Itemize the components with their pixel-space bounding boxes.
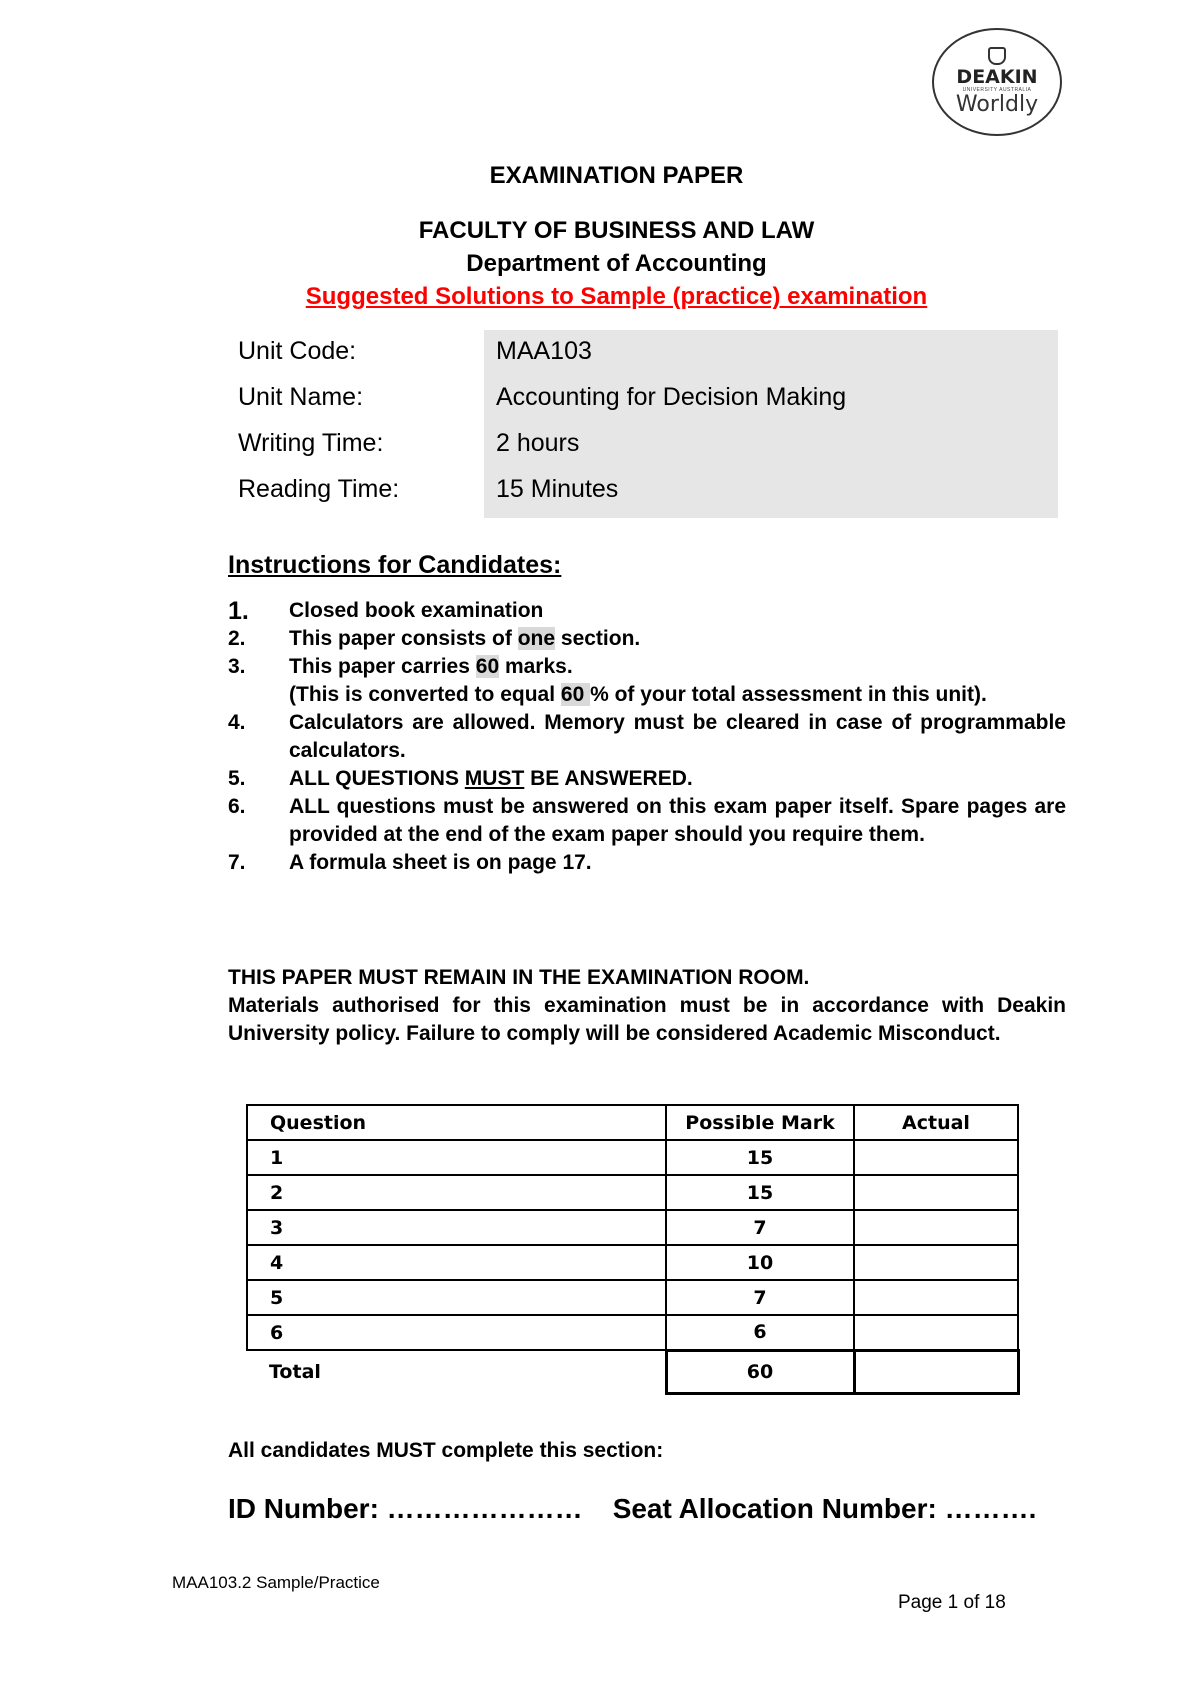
list-item — [228, 709, 1066, 765]
logo-subtext: UNIVERSITY AUSTRALIA — [962, 87, 1032, 93]
reading-time-label: Reading Time: — [238, 475, 400, 503]
possible-mark-cell: 7 — [666, 1210, 854, 1245]
unit-code-label: Unit Code: — [238, 337, 357, 365]
list-item — [228, 597, 1066, 625]
notice-line-1: THIS PAPER MUST REMAIN IN THE EXAMINATION ROOM. — [228, 966, 810, 989]
possible-mark-cell: 10 — [666, 1245, 854, 1280]
table-row — [247, 1140, 1018, 1175]
list-item — [228, 625, 1066, 653]
highlighted-value: 60 — [475, 655, 500, 678]
logo-tagline: Worldly — [955, 92, 1039, 117]
column-header: Question — [247, 1105, 666, 1140]
marks-table — [246, 1104, 1020, 1395]
question-cell: 6 — [247, 1315, 666, 1350]
instructions-list — [228, 597, 1066, 877]
actual-mark-cell[interactable] — [854, 1280, 1018, 1315]
table-row — [247, 1175, 1018, 1210]
logo-name: DEAKIN — [956, 66, 1038, 88]
faculty-name: FACULTY OF BUSINESS AND LAW — [418, 217, 815, 244]
item-text: A formula sheet is on page 17. — [289, 851, 592, 874]
actual-mark-cell[interactable] — [854, 1140, 1018, 1175]
exam-room-notice — [228, 964, 1066, 1048]
actual-mark-cell[interactable] — [854, 1315, 1018, 1350]
column-header: Actual — [854, 1105, 1018, 1140]
highlighted-value: one — [517, 627, 556, 650]
question-cell: 1 — [247, 1140, 666, 1175]
page-title: EXAMINATION PAPER — [489, 162, 744, 189]
item-text: ALL QUESTIONS MUST BE ANSWERED. — [289, 767, 693, 790]
unit-code-row — [238, 337, 592, 366]
crest-icon — [988, 47, 1006, 65]
item-text: Closed book examination — [289, 599, 544, 622]
unit-name-value: Accounting for Decision Making — [496, 383, 847, 411]
deakin-logo — [932, 28, 1062, 136]
exam-subtitle: Suggested Solutions to Sample (practice) examination — [305, 283, 928, 310]
item-text: ALL questions must be answered on this exam paper itself. Spare pages are provided at the end of the exam paper should you require them. — [289, 795, 1066, 846]
table-row — [247, 1245, 1018, 1280]
total-actual-mark[interactable] — [854, 1350, 1018, 1393]
table-header-row — [247, 1105, 1018, 1140]
list-item — [228, 849, 1066, 877]
question-cell: 5 — [247, 1280, 666, 1315]
candidate-instruction: All candidates MUST complete this section: — [228, 1439, 664, 1462]
item-text: This paper carries 60 marks. (This is converted to equal 60 % of your total assessment in this unit). — [289, 655, 987, 706]
writing-time-row — [238, 429, 579, 458]
writing-time-value: 2 hours — [496, 429, 580, 457]
reading-time-value: 15 Minutes — [496, 475, 619, 503]
actual-mark-cell[interactable] — [854, 1175, 1018, 1210]
table-row — [247, 1280, 1018, 1315]
item-number: 4. — [228, 711, 246, 734]
page-number: Page 1 of 18 — [898, 1592, 1006, 1613]
item-number: 1. — [228, 597, 249, 625]
list-item — [228, 765, 1066, 793]
notice-line-2: Materials authorised for this examination must be in accordance with Deakin University policy. Failure to comply will be considered Academic Misconduct. — [228, 994, 1066, 1045]
list-item — [228, 793, 1066, 849]
total-row — [247, 1350, 1018, 1393]
item-number: 2. — [228, 627, 246, 650]
column-header: Possible Mark — [666, 1105, 854, 1140]
reading-time-row — [238, 475, 618, 504]
item-text: Calculators are allowed. Memory must be cleared in case of programmable calculators. — [289, 711, 1066, 762]
instructions-heading: Instructions for Candidates: — [228, 551, 562, 579]
question-cell: 3 — [247, 1210, 666, 1245]
department-name: Department of Accounting — [466, 250, 767, 277]
total-possible-mark: 60 — [666, 1350, 854, 1393]
table-row — [247, 1210, 1018, 1245]
item-number: 5. — [228, 767, 246, 790]
total-label: Total — [247, 1350, 666, 1393]
table-row — [247, 1315, 1018, 1350]
underlined-word: MUST — [464, 767, 525, 790]
item-number: 6. — [228, 795, 246, 818]
possible-mark-cell: 6 — [666, 1315, 854, 1350]
item-number: 3. — [228, 655, 246, 678]
possible-mark-cell: 15 — [666, 1175, 854, 1210]
item-number: 7. — [228, 851, 246, 874]
possible-mark-cell: 15 — [666, 1140, 854, 1175]
unit-name-label: Unit Name: — [238, 383, 364, 411]
unit-code-value: MAA103 — [496, 337, 592, 365]
seat-allocation-field[interactable]: Seat Allocation Number: ………. — [612, 1493, 1037, 1524]
item-text: This paper consists of one section. — [289, 627, 641, 650]
id-number-field[interactable]: ID Number: ………………… — [228, 1493, 583, 1524]
list-item — [228, 653, 1066, 709]
actual-mark-cell[interactable] — [854, 1245, 1018, 1280]
highlighted-value: 60 — [560, 683, 591, 706]
possible-mark-cell: 7 — [666, 1280, 854, 1315]
question-cell: 2 — [247, 1175, 666, 1210]
writing-time-label: Writing Time: — [238, 429, 384, 457]
candidate-fields — [228, 1493, 1036, 1525]
question-cell: 4 — [247, 1245, 666, 1280]
unit-name-row — [238, 383, 846, 412]
footer-document-id: MAA103.2 Sample/Practice — [172, 1573, 380, 1592]
actual-mark-cell[interactable] — [854, 1210, 1018, 1245]
